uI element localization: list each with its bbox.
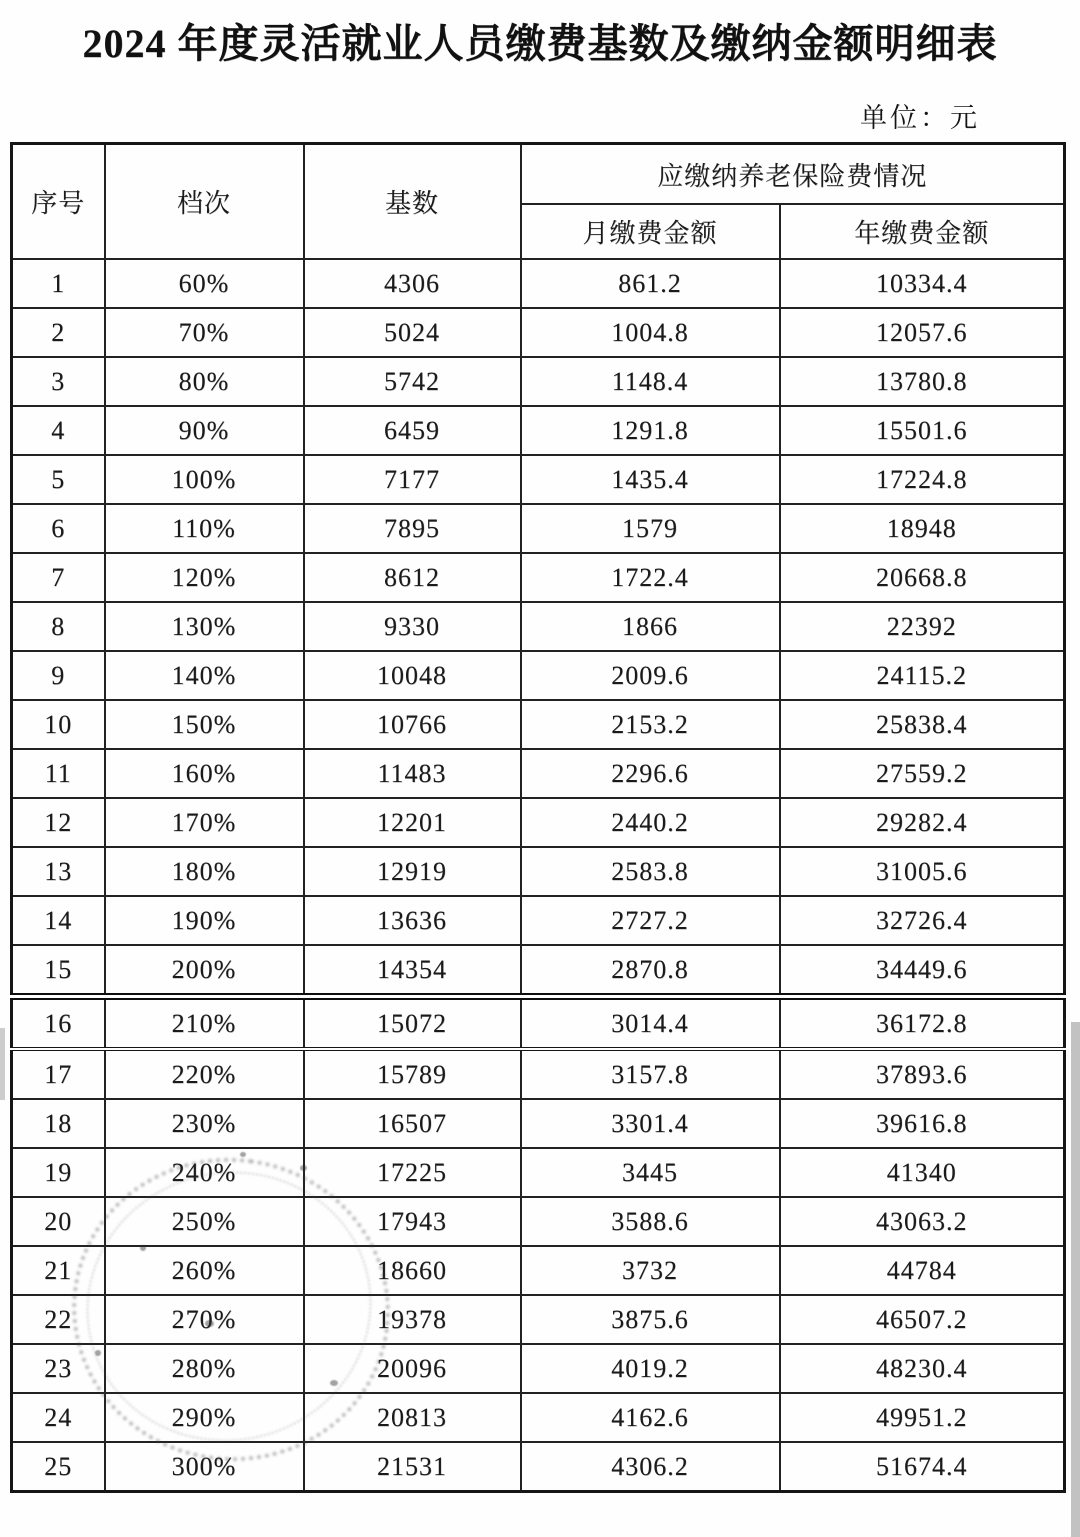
cell-monthly: 4019.2 bbox=[521, 1344, 780, 1393]
table-row bbox=[12, 847, 1065, 896]
cell-level: 270% bbox=[105, 1295, 304, 1344]
cell-monthly: 1579 bbox=[521, 504, 780, 553]
cell-annual: 39616.8 bbox=[780, 1099, 1065, 1148]
cell-monthly: 1435.4 bbox=[521, 455, 780, 504]
cell-monthly: 2440.2 bbox=[521, 798, 780, 847]
cell-monthly: 1722.4 bbox=[521, 553, 780, 602]
cell-annual: 29282.4 bbox=[780, 798, 1065, 847]
cell-base: 12919 bbox=[304, 847, 521, 896]
cell-base: 10766 bbox=[304, 700, 521, 749]
cell-level: 140% bbox=[105, 651, 304, 700]
cell-monthly: 2009.6 bbox=[521, 651, 780, 700]
cell-index: 1 bbox=[12, 259, 105, 308]
table-row bbox=[12, 308, 1065, 357]
cell-base: 17225 bbox=[304, 1148, 521, 1197]
cell-index: 19 bbox=[12, 1148, 105, 1197]
cell-index: 12 bbox=[12, 798, 105, 847]
cell-level: 210% bbox=[105, 997, 304, 1050]
table-row bbox=[12, 1442, 1065, 1492]
contribution-table bbox=[10, 142, 1066, 1493]
cell-annual: 15501.6 bbox=[780, 406, 1065, 455]
header-annual: 年缴费金额 bbox=[780, 204, 1065, 259]
cell-base: 20813 bbox=[304, 1393, 521, 1442]
table-row bbox=[12, 1197, 1065, 1246]
table-header bbox=[12, 144, 1065, 260]
cell-level: 190% bbox=[105, 896, 304, 945]
cell-index: 13 bbox=[12, 847, 105, 896]
cell-monthly: 3588.6 bbox=[521, 1197, 780, 1246]
cell-base: 15072 bbox=[304, 997, 521, 1050]
table-row bbox=[12, 798, 1065, 847]
cell-base: 14354 bbox=[304, 945, 521, 997]
table-row bbox=[12, 997, 1065, 1050]
cell-annual: 32726.4 bbox=[780, 896, 1065, 945]
cell-index: 10 bbox=[12, 700, 105, 749]
cell-annual: 41340 bbox=[780, 1148, 1065, 1197]
cell-base: 5024 bbox=[304, 308, 521, 357]
cell-index: 8 bbox=[12, 602, 105, 651]
cell-base: 12201 bbox=[304, 798, 521, 847]
cell-annual: 46507.2 bbox=[780, 1295, 1065, 1344]
cell-annual: 10334.4 bbox=[780, 259, 1065, 308]
cell-annual: 20668.8 bbox=[780, 553, 1065, 602]
cell-base: 15789 bbox=[304, 1049, 521, 1099]
cell-index: 23 bbox=[12, 1344, 105, 1393]
cell-index: 14 bbox=[12, 896, 105, 945]
table-row bbox=[12, 1246, 1065, 1295]
header-insurance-group: 应缴纳养老保险费情况 bbox=[521, 144, 1065, 205]
cell-base: 21531 bbox=[304, 1442, 521, 1492]
cell-index: 6 bbox=[12, 504, 105, 553]
cell-annual: 36172.8 bbox=[780, 997, 1065, 1050]
scanner-edge-artifact-right bbox=[1071, 1022, 1080, 1537]
cell-level: 120% bbox=[105, 553, 304, 602]
cell-index: 2 bbox=[12, 308, 105, 357]
cell-index: 15 bbox=[12, 945, 105, 997]
cell-level: 180% bbox=[105, 847, 304, 896]
cell-annual: 51674.4 bbox=[780, 1442, 1065, 1492]
cell-base: 20096 bbox=[304, 1344, 521, 1393]
table-row bbox=[12, 700, 1065, 749]
cell-monthly: 3157.8 bbox=[521, 1049, 780, 1099]
cell-annual: 25838.4 bbox=[780, 700, 1065, 749]
cell-level: 240% bbox=[105, 1148, 304, 1197]
cell-level: 290% bbox=[105, 1393, 304, 1442]
cell-monthly: 1148.4 bbox=[521, 357, 780, 406]
cell-base: 16507 bbox=[304, 1099, 521, 1148]
cell-index: 7 bbox=[12, 553, 105, 602]
cell-monthly: 1866 bbox=[521, 602, 780, 651]
cell-index: 17 bbox=[12, 1049, 105, 1099]
cell-index: 11 bbox=[12, 749, 105, 798]
cell-index: 5 bbox=[12, 455, 105, 504]
header-row-top bbox=[12, 144, 1065, 205]
table-row bbox=[12, 406, 1065, 455]
cell-annual: 34449.6 bbox=[780, 945, 1065, 997]
cell-index: 25 bbox=[12, 1442, 105, 1492]
header-index: 序号 bbox=[12, 144, 105, 260]
table-row bbox=[12, 749, 1065, 798]
cell-level: 130% bbox=[105, 602, 304, 651]
cell-level: 200% bbox=[105, 945, 304, 997]
cell-annual: 24115.2 bbox=[780, 651, 1065, 700]
cell-monthly: 2153.2 bbox=[521, 700, 780, 749]
table-row bbox=[12, 1344, 1065, 1393]
cell-level: 260% bbox=[105, 1246, 304, 1295]
cell-level: 160% bbox=[105, 749, 304, 798]
cell-base: 13636 bbox=[304, 896, 521, 945]
table-row bbox=[12, 896, 1065, 945]
cell-monthly: 3732 bbox=[521, 1246, 780, 1295]
cell-annual: 17224.8 bbox=[780, 455, 1065, 504]
unit-label: 单位：元 bbox=[860, 103, 980, 133]
cell-level: 80% bbox=[105, 357, 304, 406]
table-row bbox=[12, 455, 1065, 504]
cell-level: 60% bbox=[105, 259, 304, 308]
cell-level: 280% bbox=[105, 1344, 304, 1393]
cell-base: 4306 bbox=[304, 259, 521, 308]
page-title: 2024 年度灵活就业人员缴费基数及缴纳金额明细表 bbox=[82, 21, 998, 66]
cell-level: 110% bbox=[105, 504, 304, 553]
cell-annual: 18948 bbox=[780, 504, 1065, 553]
cell-monthly: 3014.4 bbox=[521, 997, 780, 1050]
table-row bbox=[12, 1393, 1065, 1442]
table-row bbox=[12, 1295, 1065, 1344]
cell-annual: 13780.8 bbox=[780, 357, 1065, 406]
cell-monthly: 4162.6 bbox=[521, 1393, 780, 1442]
table-row bbox=[12, 357, 1065, 406]
cell-monthly: 2870.8 bbox=[521, 945, 780, 997]
cell-monthly: 2727.2 bbox=[521, 896, 780, 945]
cell-base: 18660 bbox=[304, 1246, 521, 1295]
cell-annual: 44784 bbox=[780, 1246, 1065, 1295]
cell-base: 17943 bbox=[304, 1197, 521, 1246]
table-body bbox=[12, 259, 1065, 1492]
cell-index: 3 bbox=[12, 357, 105, 406]
cell-annual: 31005.6 bbox=[780, 847, 1065, 896]
table-row bbox=[12, 1148, 1065, 1197]
header-base: 基数 bbox=[304, 144, 521, 260]
cell-annual: 37893.6 bbox=[780, 1049, 1065, 1099]
cell-index: 16 bbox=[12, 997, 105, 1050]
cell-index: 22 bbox=[12, 1295, 105, 1344]
cell-base: 7177 bbox=[304, 455, 521, 504]
cell-index: 24 bbox=[12, 1393, 105, 1442]
cell-level: 220% bbox=[105, 1049, 304, 1099]
cell-level: 300% bbox=[105, 1442, 304, 1492]
cell-base: 19378 bbox=[304, 1295, 521, 1344]
cell-base: 9330 bbox=[304, 602, 521, 651]
cell-level: 230% bbox=[105, 1099, 304, 1148]
table-row bbox=[12, 1049, 1065, 1099]
cell-annual: 48230.4 bbox=[780, 1344, 1065, 1393]
cell-annual: 12057.6 bbox=[780, 308, 1065, 357]
cell-index: 20 bbox=[12, 1197, 105, 1246]
table-row bbox=[12, 553, 1065, 602]
cell-annual: 22392 bbox=[780, 602, 1065, 651]
cell-index: 18 bbox=[12, 1099, 105, 1148]
table-row bbox=[12, 1099, 1065, 1148]
cell-monthly: 2296.6 bbox=[521, 749, 780, 798]
cell-index: 21 bbox=[12, 1246, 105, 1295]
cell-monthly: 3445 bbox=[521, 1148, 780, 1197]
table-row bbox=[12, 504, 1065, 553]
table-row bbox=[12, 945, 1065, 997]
cell-level: 100% bbox=[105, 455, 304, 504]
cell-annual: 43063.2 bbox=[780, 1197, 1065, 1246]
scanner-edge-artifact-left bbox=[0, 1028, 5, 1100]
cell-base: 7895 bbox=[304, 504, 521, 553]
table-row bbox=[12, 259, 1065, 308]
cell-base: 10048 bbox=[304, 651, 521, 700]
cell-monthly: 4306.2 bbox=[521, 1442, 780, 1492]
cell-base: 11483 bbox=[304, 749, 521, 798]
cell-monthly: 3875.6 bbox=[521, 1295, 780, 1344]
header-level: 档次 bbox=[105, 144, 304, 260]
cell-base: 8612 bbox=[304, 553, 521, 602]
cell-monthly: 1004.8 bbox=[521, 308, 780, 357]
cell-annual: 27559.2 bbox=[780, 749, 1065, 798]
cell-index: 9 bbox=[12, 651, 105, 700]
cell-level: 250% bbox=[105, 1197, 304, 1246]
cell-level: 90% bbox=[105, 406, 304, 455]
cell-monthly: 2583.8 bbox=[521, 847, 780, 896]
cell-index: 4 bbox=[12, 406, 105, 455]
cell-level: 70% bbox=[105, 308, 304, 357]
cell-base: 5742 bbox=[304, 357, 521, 406]
cell-monthly: 3301.4 bbox=[521, 1099, 780, 1148]
cell-monthly: 861.2 bbox=[521, 259, 780, 308]
cell-level: 170% bbox=[105, 798, 304, 847]
cell-base: 6459 bbox=[304, 406, 521, 455]
header-monthly: 月缴费金额 bbox=[521, 204, 780, 259]
table-row bbox=[12, 651, 1065, 700]
cell-monthly: 1291.8 bbox=[521, 406, 780, 455]
cell-annual: 49951.2 bbox=[780, 1393, 1065, 1442]
cell-level: 150% bbox=[105, 700, 304, 749]
table-row bbox=[12, 602, 1065, 651]
